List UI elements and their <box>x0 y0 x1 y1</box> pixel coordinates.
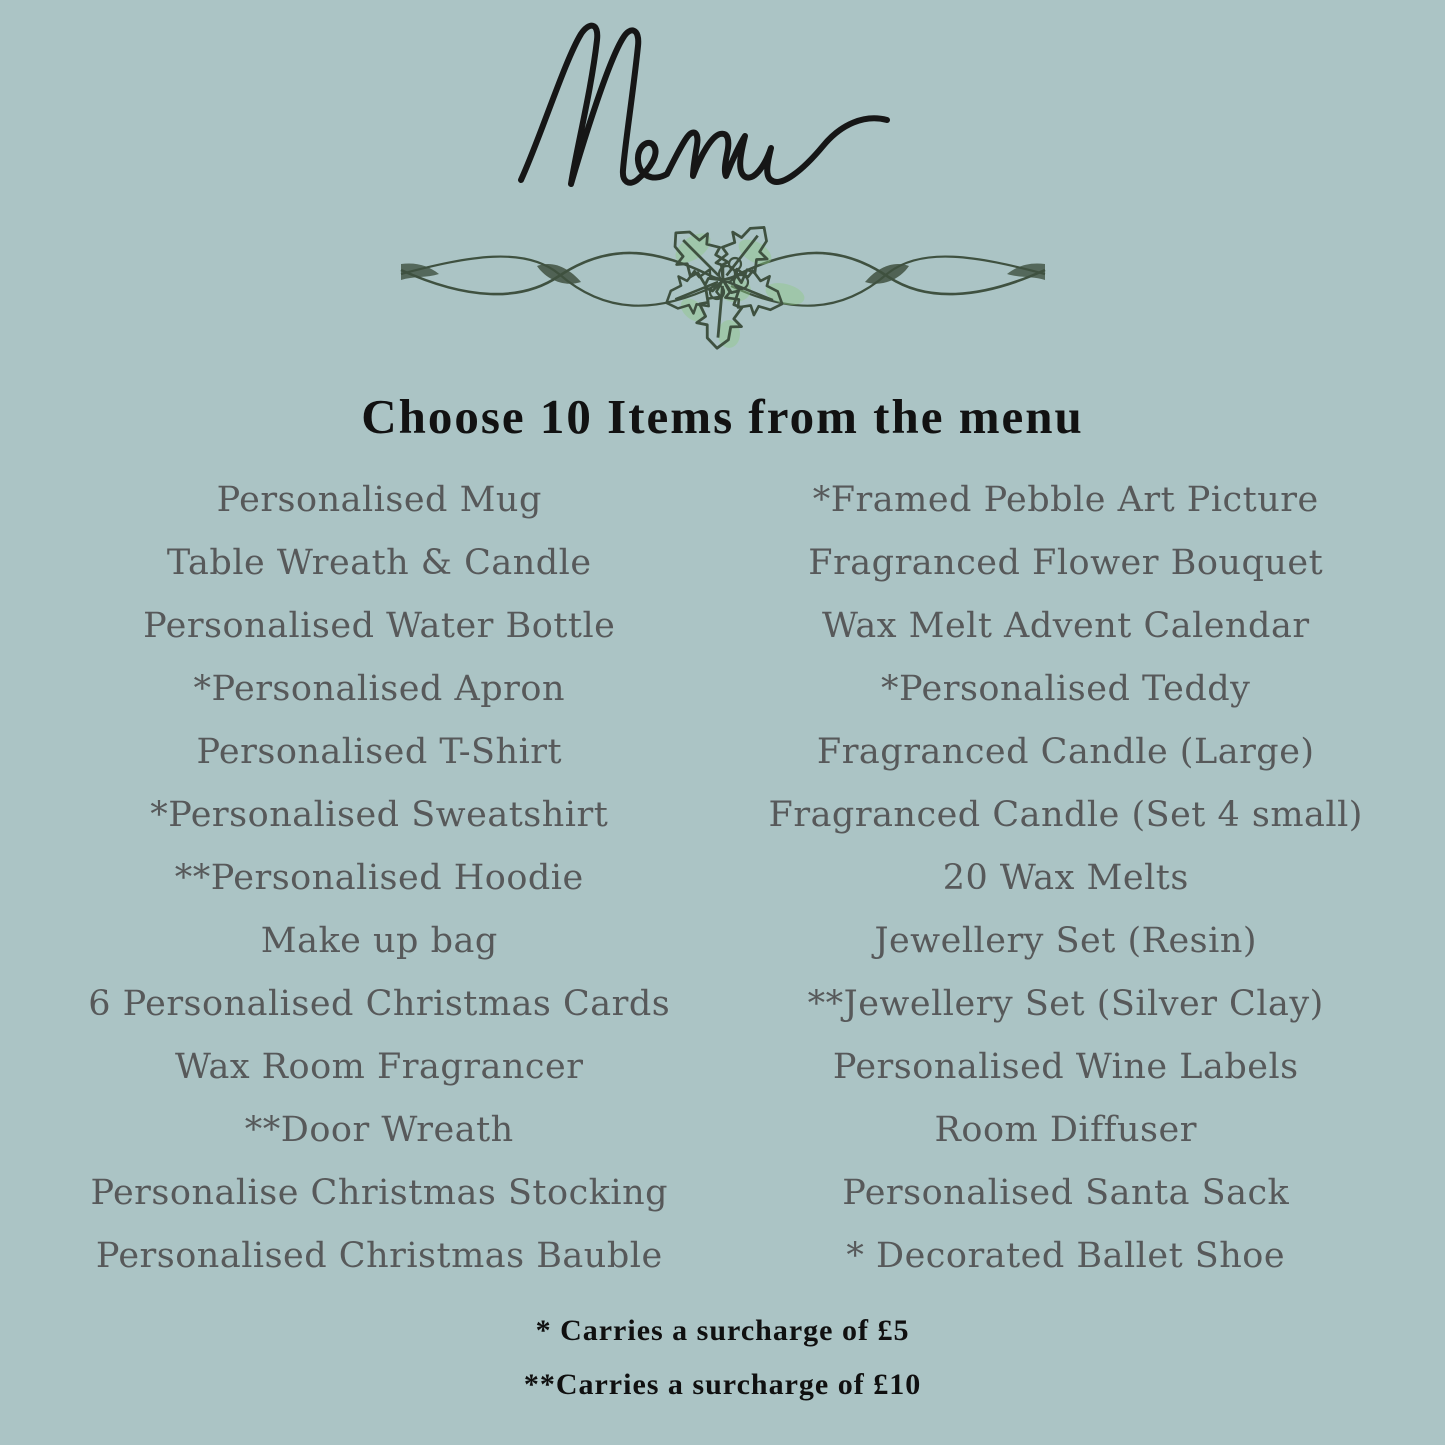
menu-item: *Framed Pebble Art Picture <box>812 480 1319 520</box>
menu-item: *Personalised Apron <box>193 669 565 709</box>
surcharge-note-5: * Carries a surcharge of £5 <box>535 1314 910 1347</box>
menu-item: Fragranced Candle (Large) <box>816 732 1315 772</box>
menu-item: Personalised Water Bottle <box>143 606 616 646</box>
menu-item: *Personalised Teddy <box>881 669 1251 709</box>
menu-item: Personalised Wine Labels <box>832 1047 1299 1087</box>
surcharge-notes <box>0 1304 1445 1412</box>
menu-item: **Door Wreath <box>244 1110 514 1150</box>
menu-item: **Personalised Hoodie <box>174 858 584 898</box>
menu-item: Fragranced Flower Bouquet <box>808 543 1324 583</box>
menu-item: Fragranced Candle (Set 4 small) <box>768 795 1363 835</box>
page-title: Choose 10 Items from the menu <box>361 389 1084 444</box>
holly-divider <box>393 202 1053 354</box>
menu-item: *Personalised Sweatshirt <box>150 795 609 835</box>
menu-item: 20 Wax Melts <box>942 858 1189 898</box>
menu-item: Personalise Christmas Stocking <box>90 1173 669 1213</box>
menu-item: Personalised Santa Sack <box>842 1173 1290 1213</box>
menu-columns <box>0 469 1445 1288</box>
menu-item: 6 Personalised Christmas Cards <box>88 984 671 1024</box>
menu-item: Jewellery Set (Resin) <box>874 921 1258 961</box>
menu-item: Room Diffuser <box>934 1110 1197 1150</box>
menu-item: Personalised Mug <box>216 480 542 520</box>
menu-item: Personalised Christmas Bauble <box>95 1236 663 1276</box>
menu-item: Wax Room Fragrancer <box>175 1047 584 1087</box>
menu-column-left <box>36 469 723 1288</box>
menu-item: Make up bag <box>260 921 498 961</box>
menu-item: Table Wreath & Candle <box>166 543 592 583</box>
menu-item: Personalised T-Shirt <box>196 732 563 772</box>
menu-script-title <box>513 8 933 208</box>
menu-item: * Decorated Ballet Shoe <box>846 1236 1286 1276</box>
surcharge-note-10: **Carries a surcharge of £10 <box>523 1368 922 1401</box>
script-stroke <box>521 26 887 184</box>
menu-item: **Jewellery Set (Silver Clay) <box>807 984 1324 1024</box>
menu-item: Wax Melt Advent Calendar <box>821 606 1310 646</box>
menu-column-right <box>723 469 1410 1288</box>
